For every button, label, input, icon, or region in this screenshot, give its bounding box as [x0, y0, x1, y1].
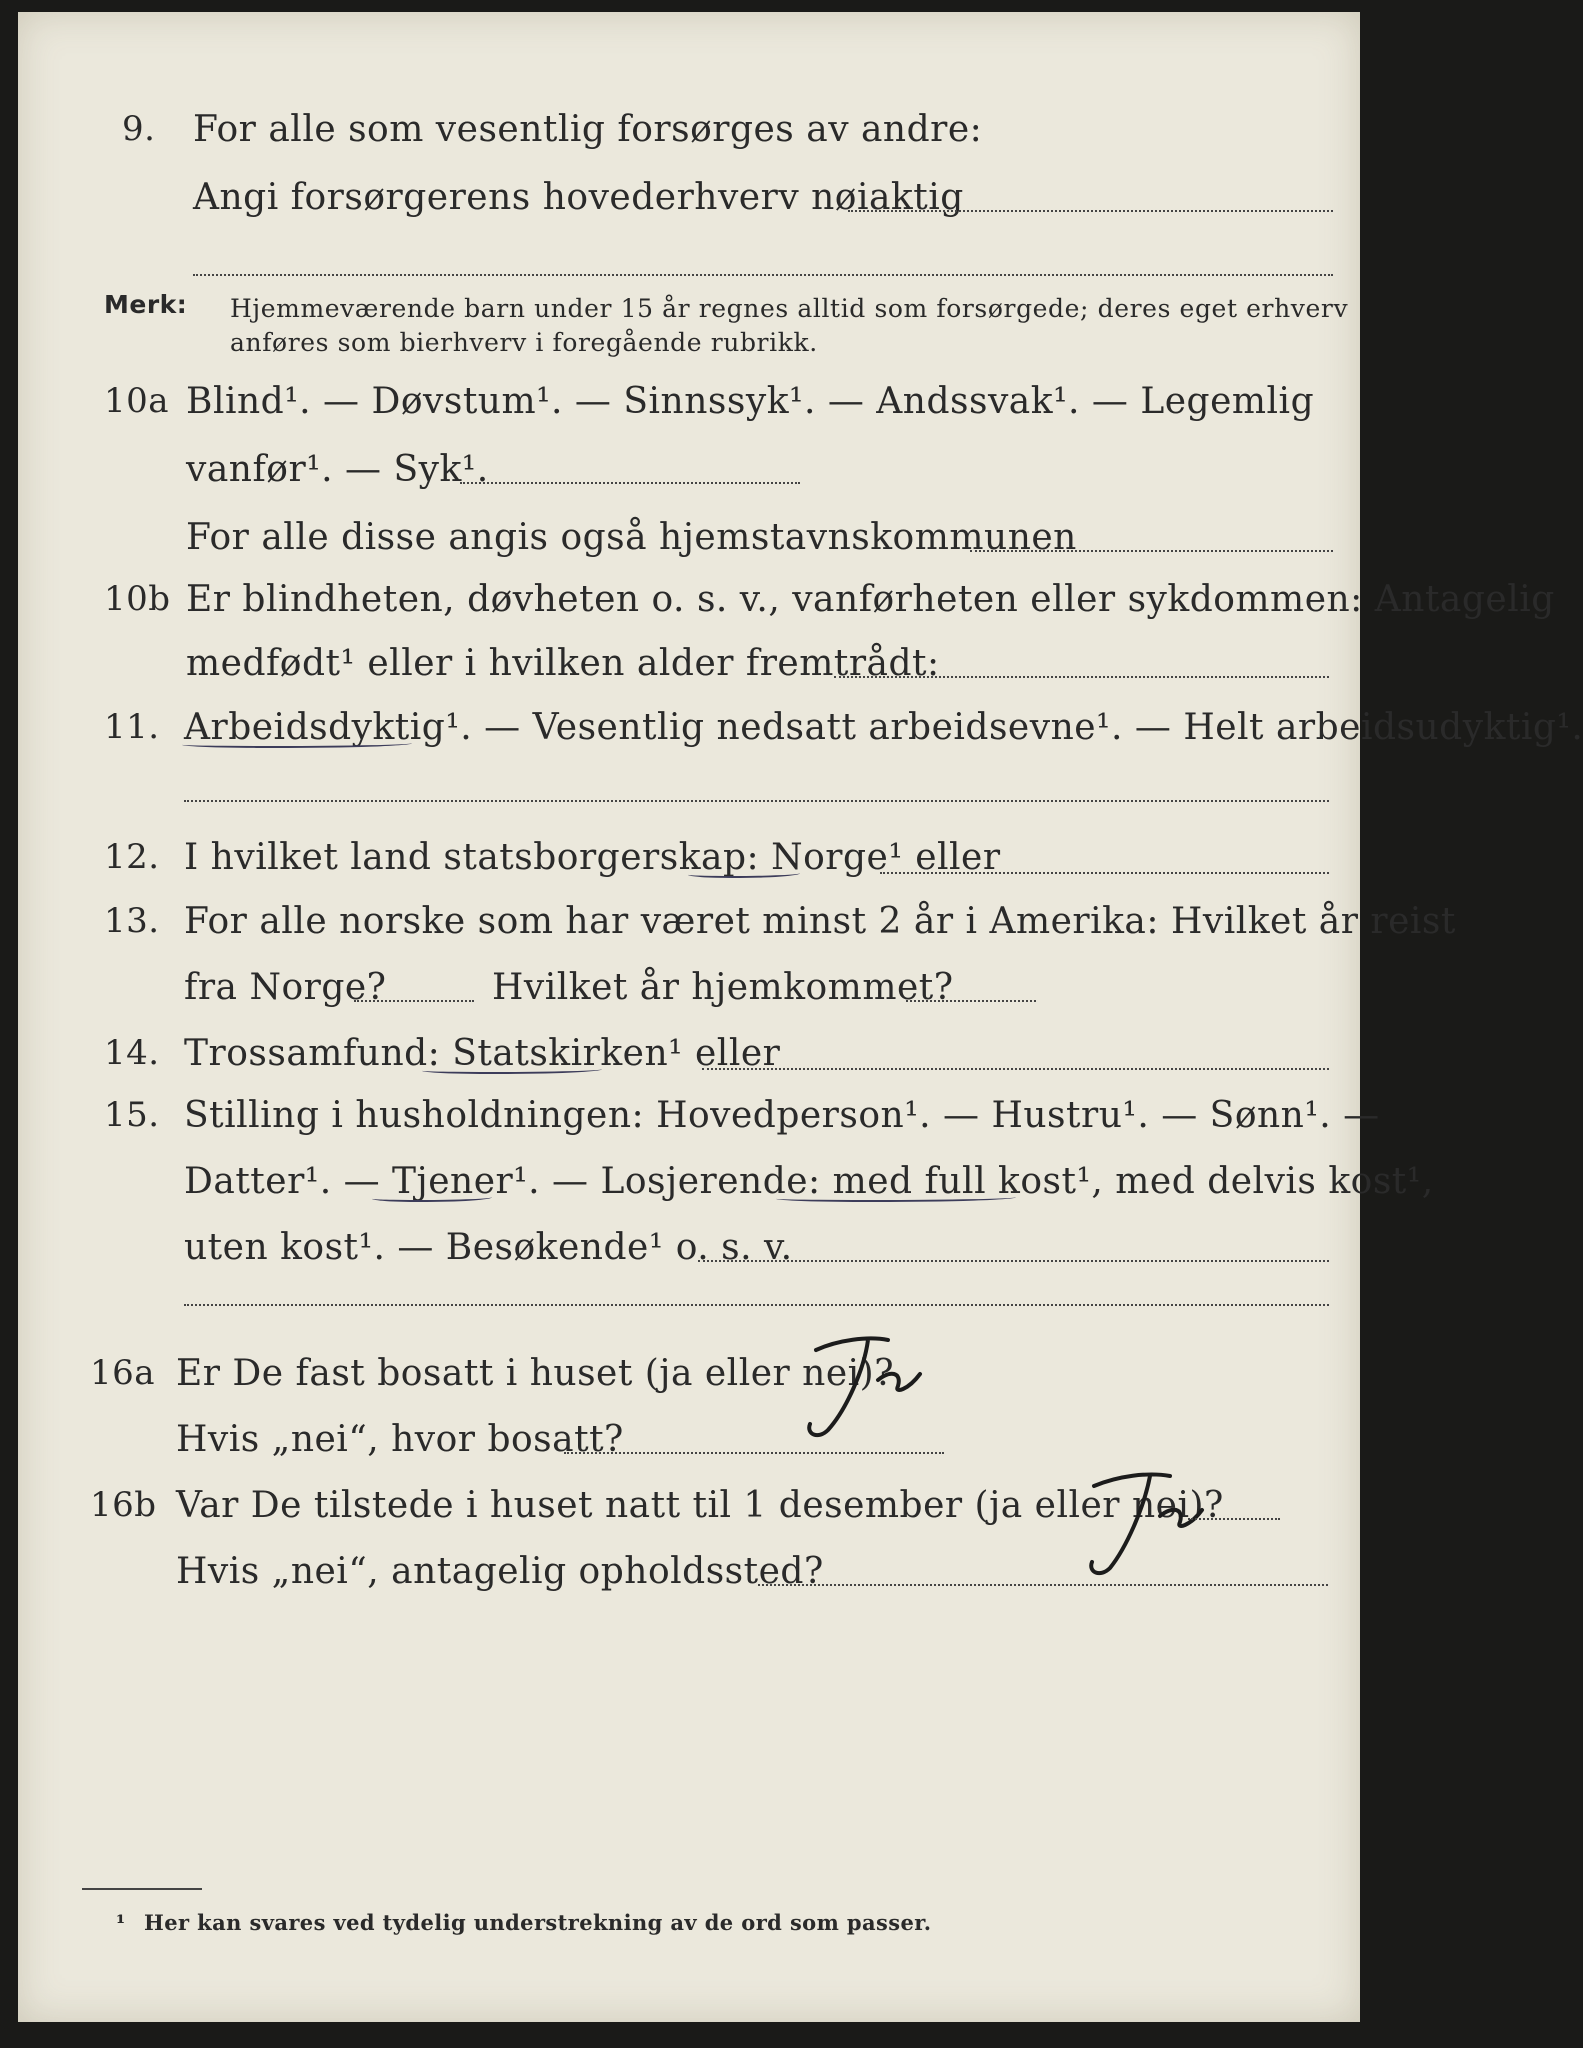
q13-line1: For alle norske som har været minst 2 år i Amerika: Hvilket år reist	[184, 901, 1456, 942]
q9-line2: Angi forsørgerens hovederhverv nøiaktig	[193, 177, 964, 218]
q15-answer-line-2	[184, 1304, 1329, 1306]
q15-line3: uten kost¹. — Besøkende¹ o. s. v.	[184, 1227, 793, 1268]
q10a-answer-line	[460, 482, 800, 484]
q14-line1: Trossamfund: Statskirken¹ eller	[184, 1033, 781, 1074]
merk-label: Merk:	[104, 290, 188, 319]
q13-line2a: fra Norge?	[184, 967, 387, 1008]
q10a-home-municipality-line	[970, 550, 1333, 552]
q11-line1: Arbeidsdyktig¹. — Vesentlig nedsatt arbeidsevne¹. — Helt arbeidsudyktig¹.	[184, 707, 1583, 748]
q10b-line1: Er blindheten, døvheten o. s. v., vanførheten eller sykdommen: Antagelig	[186, 579, 1555, 620]
q15-answer-line	[698, 1260, 1329, 1262]
q11-number: 11.	[104, 707, 160, 747]
q13-departure-year-line	[354, 1000, 474, 1002]
q16a-line2: Hvis „nei“, hvor bosatt?	[176, 1419, 624, 1460]
census-form-page	[18, 12, 1583, 2022]
q16b-line1: Var De tilstede i huset natt til 1 desember (ja eller nei)?	[176, 1485, 1224, 1526]
q10b-line2: medfødt¹ eller i hvilken alder fremtrådt:	[186, 643, 940, 684]
q16a-handwritten-answer-ja	[798, 1330, 938, 1450]
q16a-number: 16a	[90, 1353, 156, 1393]
q13-return-year-line	[906, 1000, 1036, 1002]
q10a-line2: vanfør¹. — Syk¹.	[186, 449, 489, 490]
q10a-line1: Blind¹. — Døvstum¹. — Sinnssyk¹. — Andssvak¹. — Legemlig	[186, 381, 1315, 422]
q10b-number: 10b	[104, 579, 171, 619]
q16b-line2: Hvis „nei“, antagelig opholdssted?	[176, 1551, 824, 1592]
q16b-whereabouts-line	[758, 1584, 1328, 1586]
q10a-line3: For alle disse angis også hjemstavnskommunen	[186, 517, 1077, 558]
merk-line2: anføres som bierhverv i foregående rubrikk.	[230, 328, 818, 357]
q16b-handwritten-answer-ja	[1078, 1464, 1218, 1584]
q9-line1: For alle som vesentlig forsørges av andre:	[193, 109, 983, 150]
q13-line2b: Hvilket år hjemkommet?	[492, 967, 954, 1008]
q14-answer-line	[702, 1068, 1329, 1070]
q14-number: 14.	[104, 1033, 160, 1073]
q16b-number: 16b	[90, 1485, 157, 1525]
q15-number: 15.	[104, 1095, 160, 1135]
footnote-text: Her kan svares ved tydelig understrekning av de ord som passer.	[144, 1910, 932, 1935]
q10a-number: 10a	[104, 381, 170, 421]
q9-answer-line	[848, 210, 1333, 212]
q13-number: 13.	[104, 901, 160, 941]
footnote-mark: ¹	[116, 1910, 126, 1935]
q12-number: 12.	[104, 837, 160, 877]
q9-answer-line-2	[193, 274, 1333, 276]
q15-line1: Stilling i husholdningen: Hovedperson¹. — Hustru¹. — Sønn¹. —	[184, 1095, 1380, 1136]
q10b-answer-line	[834, 676, 1329, 678]
q11-answer-line	[184, 800, 1329, 802]
q16a-residence-line	[564, 1452, 944, 1454]
q16a-line1: Er De fast bosatt i huset (ja eller nei)?	[176, 1353, 895, 1394]
q16b-answer-line	[1188, 1518, 1280, 1520]
merk-line1: Hjemmeværende barn under 15 år regnes alltid som forsørgede; deres eget erhverv	[230, 294, 1349, 323]
q15-line2: Datter¹. — Tjener¹. — Losjerende: med full kost¹, med delvis kost¹,	[184, 1161, 1434, 1202]
q12-line1: I hvilket land statsborgerskap: Norge¹ eller	[184, 837, 1001, 878]
q12-answer-line	[880, 872, 1329, 874]
footnote-rule	[82, 1888, 202, 1890]
q9-number: 9.	[122, 109, 156, 149]
